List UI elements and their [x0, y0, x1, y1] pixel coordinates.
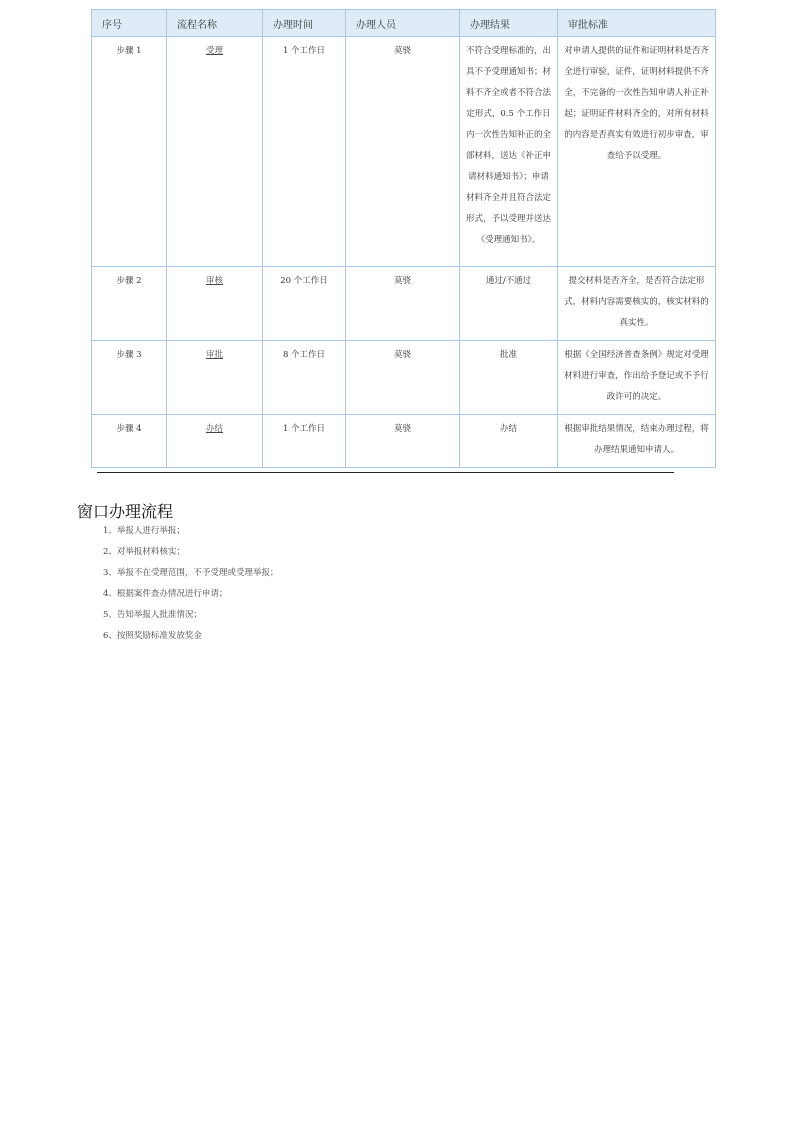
horizontal-divider — [97, 472, 674, 473]
table-row — [92, 37, 716, 267]
standard-cell: 对申请人提供的证件和证明材料是否齐全进行审验，证件，证明材料提供不齐全，不完备的一次性告知申请人补正补起；证明证件材料齐全的，对所有材料的内容是否真实有效进行初步审查，审查给予以受理。 — [558, 37, 716, 267]
list-item: 1、举报人进行举报； — [103, 526, 185, 536]
list-item: 5、告知举报人批准情况； — [103, 610, 202, 620]
standard-cell: 根据《全国经济普查条例》规定对受理材料进行审查，作出给予登记或不予行政许可的决定。 — [558, 341, 716, 415]
process-name-link[interactable]: 审核 — [205, 276, 223, 286]
result-cell: 不符合受理标准的，出具不予受理通知书；材料不齐全或者不符合法定形式，0.5 个工作日内一次性告知补正的全部材料，送达《补正申请材料通知书》；申请材料齐全并且符合法定形式，予以受理并送达《受理通知书》。 — [460, 37, 558, 267]
person-cell: 莫骁 — [346, 267, 460, 341]
result-cell: 批准 — [460, 341, 558, 415]
process-name-link[interactable]: 受理 — [205, 46, 223, 56]
step-cell: 步骤 2 — [92, 267, 167, 341]
person-cell: 莫骁 — [346, 415, 460, 468]
time-cell: 1 个工作日 — [263, 37, 346, 267]
header-result: 办理结果 — [460, 10, 558, 37]
step-cell: 步骤 1 — [92, 37, 167, 267]
header-standard: 审批标准 — [558, 10, 716, 37]
list-item: 2、对举报材料核实； — [103, 547, 185, 557]
process-name-cell — [167, 415, 263, 468]
time-cell: 20 个工作日 — [263, 267, 346, 341]
result-cell: 通过/不通过 — [460, 267, 558, 341]
process-name-link[interactable]: 办结 — [205, 424, 223, 434]
window-process-list — [103, 523, 278, 649]
table-header-row — [92, 10, 716, 37]
process-name-cell — [167, 341, 263, 415]
list-item: 4、根据案件查办情况进行申请； — [103, 589, 228, 599]
header-seq: 序号 — [92, 10, 167, 37]
header-name: 流程名称 — [167, 10, 263, 37]
standard-cell: 根据审批结果情况，结束办理过程，将办理结果通知申请人。 — [558, 415, 716, 468]
person-cell: 莫骁 — [346, 341, 460, 415]
list-item: 3、举报不在受理范围，不予受理或受理举报； — [103, 568, 279, 578]
time-cell: 1 个工作日 — [263, 415, 346, 468]
result-cell: 办结 — [460, 415, 558, 468]
process-name-link[interactable]: 审批 — [205, 350, 223, 360]
header-time: 办理时间 — [263, 10, 346, 37]
process-name-cell — [167, 37, 263, 267]
standard-cell: 提交材料是否齐全，是否符合法定形式，材料内容需要核实的，核实材料的真实性。 — [558, 267, 716, 341]
step-cell: 步骤 4 — [92, 415, 167, 468]
process-table — [91, 9, 716, 468]
table-row — [92, 341, 716, 415]
header-person: 办理人员 — [346, 10, 460, 37]
person-cell: 莫骁 — [346, 37, 460, 267]
step-cell: 步骤 3 — [92, 341, 167, 415]
time-cell: 8 个工作日 — [263, 341, 346, 415]
table-row — [92, 415, 716, 468]
list-item: 6、按照奖励标准发放奖金 — [103, 631, 202, 641]
table-row — [92, 267, 716, 341]
section-title: 窗口办理流程 — [77, 502, 174, 521]
process-name-cell — [167, 267, 263, 341]
